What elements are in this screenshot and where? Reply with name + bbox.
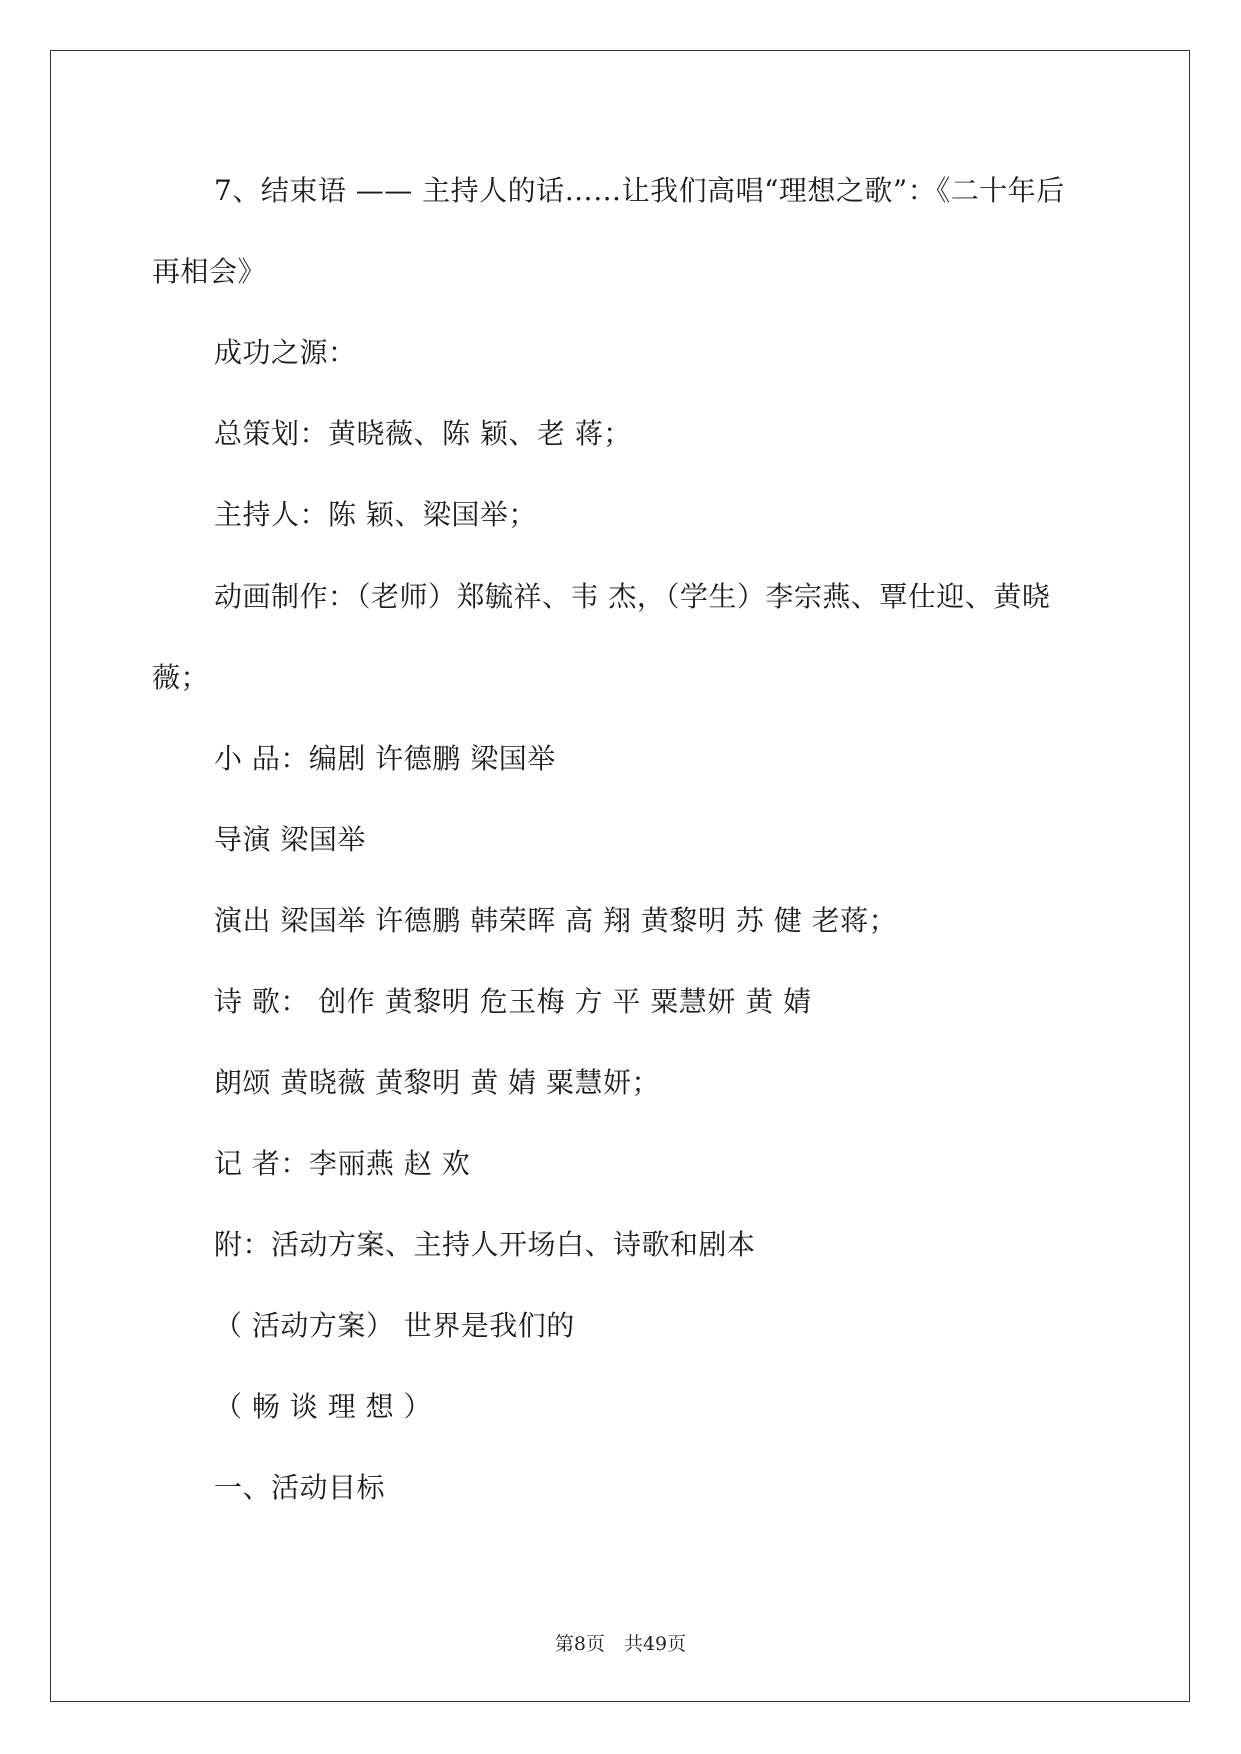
paragraph-section-goals: 一、活动目标 <box>214 1471 386 1504</box>
paragraph-subtitle: （ 畅 谈 理 想 ） <box>214 1390 433 1423</box>
paragraph-chief-planner: 总策划：黄晓薇、陈 颖、老 蒋； <box>214 417 632 450</box>
paragraph-hosts: 主持人：陈 颖、梁国举； <box>214 498 537 531</box>
paragraph-cast: 演出 梁国举 许德鹏 韩荣晖 高 翔 黄黎明 苏 健 老蒋； <box>214 904 898 937</box>
paragraph-director: 导演 梁国举 <box>214 823 366 856</box>
page-number-footer: 第8页 共49页 <box>554 1633 687 1655</box>
paragraph-closing-remarks: 7、结束语 —— 主持人的话……让我们高唱“理想之歌”：《二十年后再相会》 <box>152 174 1065 288</box>
document-body <box>152 170 1092 1549</box>
paragraph-skit: 小 品：编剧 许德鹏 梁国举 <box>214 742 556 775</box>
paragraph-activity-plan-title: （ 活动方案） 世界是我们的 <box>214 1309 575 1342</box>
paragraph-animation: 动画制作：（老师）郑毓祥、韦 杰，（学生）李宗燕、覃仕迎、黄晓薇； <box>152 580 1051 694</box>
paragraph-reporters: 记 者：李丽燕 赵 欢 <box>214 1147 471 1180</box>
paragraph-credits-heading: 成功之源： <box>214 336 357 369</box>
paragraph-poetry: 诗 歌： 创作 黄黎明 危玉梅 方 平 粟慧妍 黄 婧 <box>214 985 812 1018</box>
paragraph-appendix: 附：活动方案、主持人开场白、诗歌和剧本 <box>214 1228 756 1261</box>
paragraph-recitation: 朗颂 黄晓薇 黄黎明 黄 婧 粟慧妍； <box>214 1066 661 1099</box>
